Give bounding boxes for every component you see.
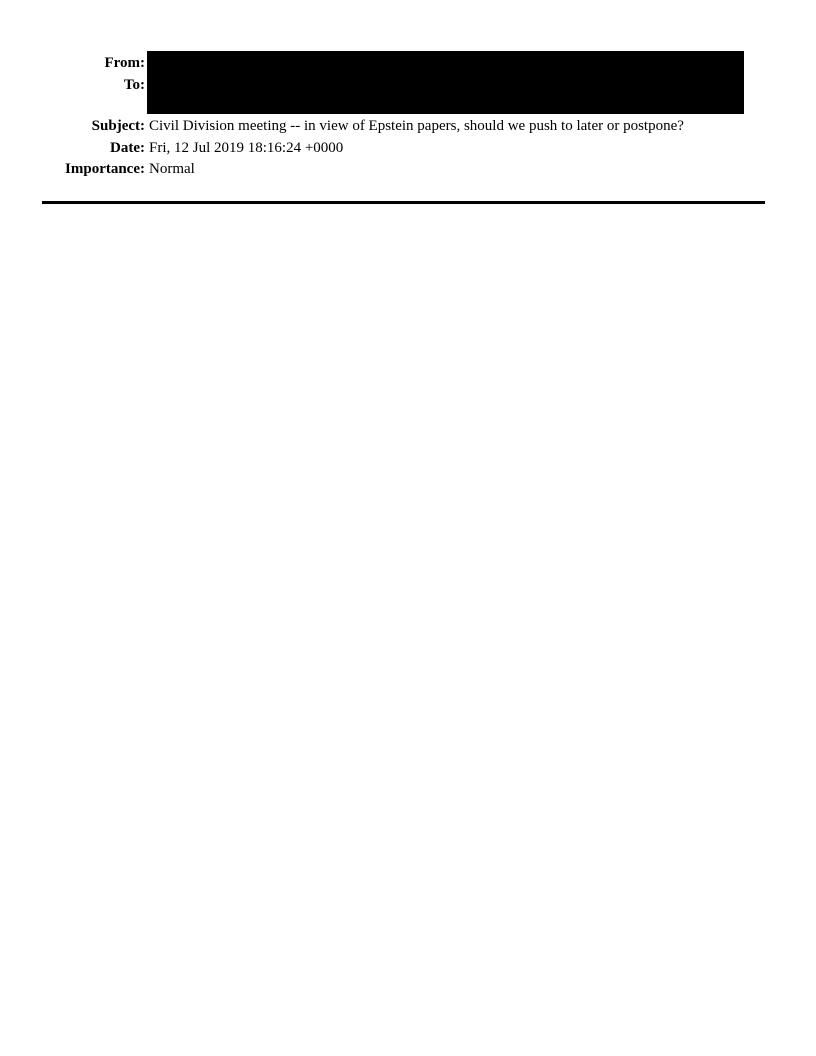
to-label: To:: [123, 77, 145, 93]
subject-label: Subject:: [91, 118, 145, 134]
header-row-importance: [0, 161, 816, 178]
date-value: Fri, 12 Jul 2019 18:16:24 +0000: [149, 140, 344, 156]
importance-label: Importance:: [65, 161, 145, 177]
importance-value: Normal: [149, 161, 195, 177]
header-row-date: [0, 140, 816, 157]
date-label: Date:: [110, 140, 145, 156]
from-label: From:: [104, 55, 145, 71]
subject-value: Civil Division meeting -- in view of Epstein papers, should we push to later or postpone?: [149, 118, 684, 134]
redaction-bar: [147, 51, 744, 114]
email-body-blank: [42, 210, 765, 1040]
header-divider-rule: [42, 201, 765, 204]
header-row-subject: [0, 118, 816, 135]
